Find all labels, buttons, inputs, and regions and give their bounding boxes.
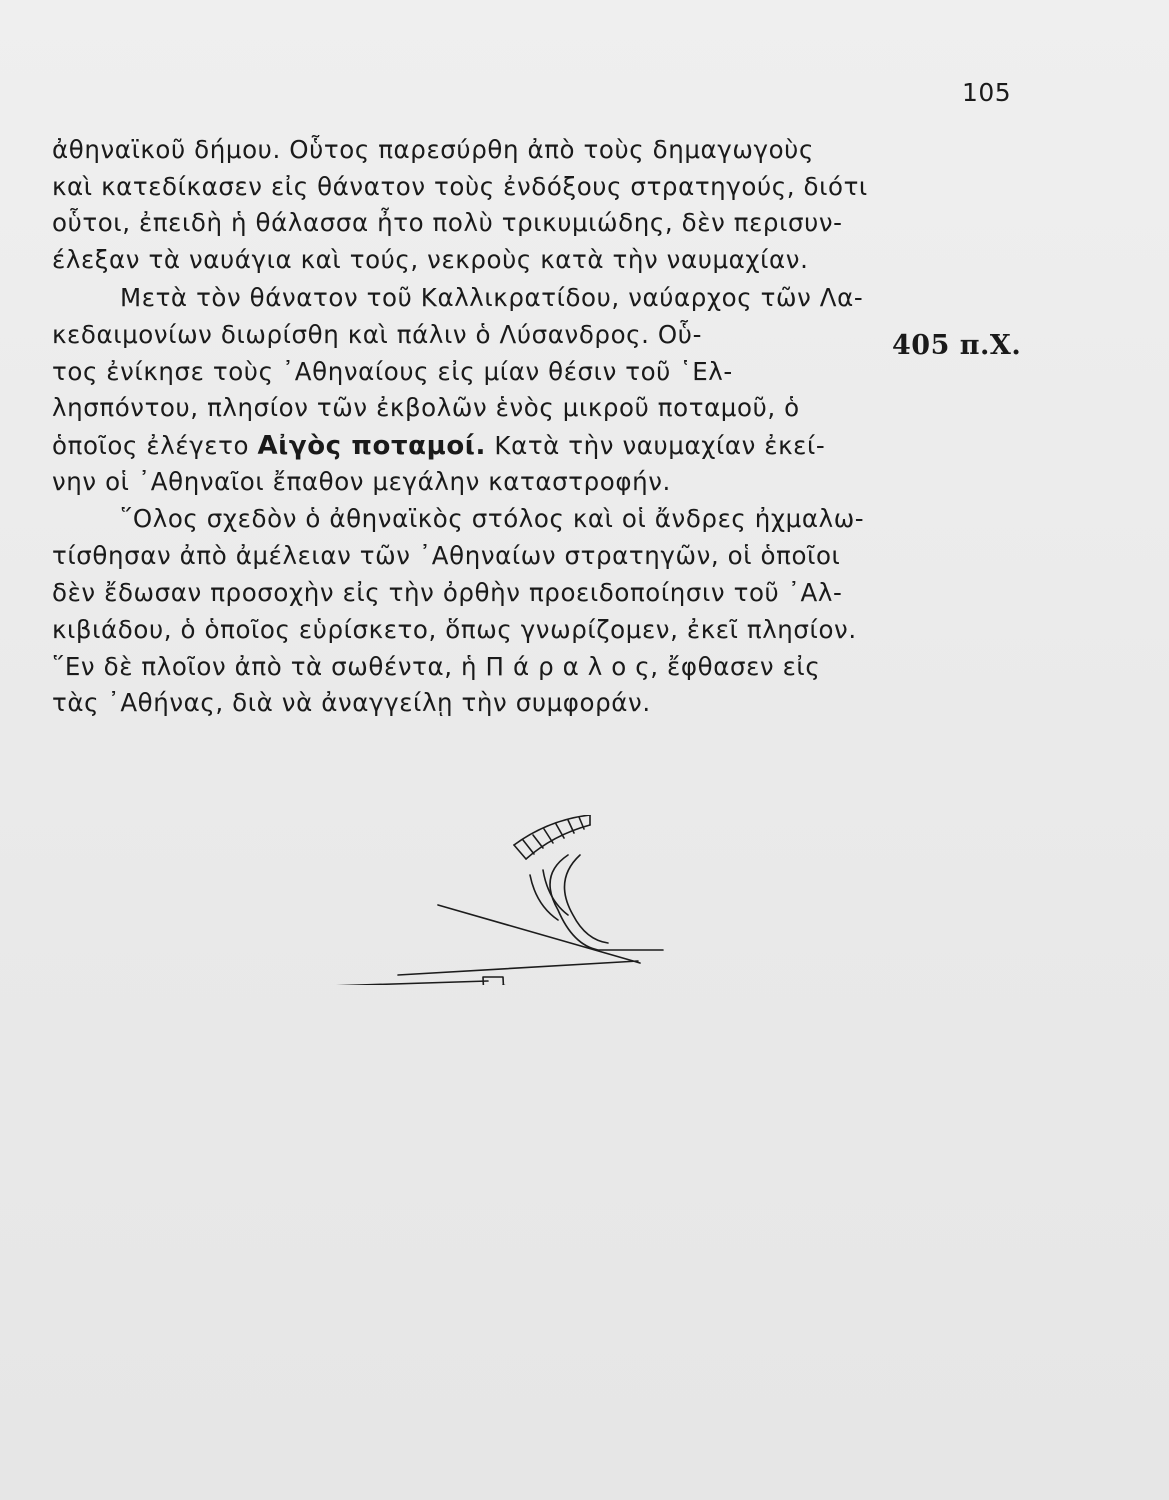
page-number: 105 — [962, 78, 1012, 107]
trireme-prow-illustration — [268, 815, 728, 985]
text-line: νην οἱ ᾿Αθηναῖοι ἔπαθον μεγάλην καταστροφήν. — [52, 467, 671, 496]
text-line: ῞Ολος σχεδὸν ὁ ἀθηναϊκὸς στόλος καὶ οἱ ἄνδρες ἠχμαλω- — [120, 504, 865, 533]
text-line: κεδαιμονίων διωρίσθη καὶ πάλιν ὁ Λύσανδρος. Οὗ- — [52, 320, 703, 349]
ship-drawing — [268, 815, 728, 985]
margin-date-note: 405 π.Χ. — [892, 330, 1022, 361]
text-line: Μετὰ τὸν θάνατον τοῦ Καλλικρατίδου, ναύαρχος τῶν Λα- — [120, 283, 864, 312]
text-line — [52, 433, 825, 459]
text-line: καὶ κατεδίκασεν εἰς θάνατον τοὺς ἐνδόξους στρατηγούς, διότι — [52, 172, 868, 201]
text-line: οὗτοι, ἐπειδὴ ἡ θάλασσα ἦτο πολὺ τρικυμιώδης, δὲν περισυν- — [52, 208, 843, 237]
text-segment: ἔφθασεν εἰς — [667, 652, 821, 681]
text-segment: Κατὰ τὴν ναυμαχίαν ἐκεί- — [494, 431, 826, 460]
text-line: δὲν ἔδωσαν προσοχὴν εἰς τὴν ὀρθὴν προειδοποίησιν τοῦ ᾿Αλ- — [52, 578, 843, 607]
text-line: έλεξαν τὰ ναυάγια καὶ τούς, νεκροὺς κατὰ τὴν ναυμαχίαν. — [52, 245, 809, 274]
text-line — [52, 652, 821, 681]
ship-name-spaced: Π ά ρ α λ ο ς, — [485, 652, 659, 681]
text-segment: ῞Εν δὲ πλοῖον ἀπὸ τὰ σωθέντα, ἡ — [52, 652, 478, 681]
text-segment: ὁποῖος ἐλέγετο — [52, 431, 250, 460]
place-name-bold: Αἰγὸς ποταμοί. — [257, 431, 487, 461]
text-line: τίσθησαν ἀπὸ ἀμέλειαν τῶν ᾿Αθηναίων στρατηγῶν, οἱ ὁποῖοι — [52, 541, 841, 570]
text-line: λησπόντου, πλησίον τῶν ἐκβολῶν ἑνὸς μικροῦ ποταμοῦ, ὁ — [52, 393, 800, 422]
text-line: κιβιάδου, ὁ ὁποῖος εὑρίσκετο, ὅπως γνωρίζομεν, ἐκεῖ πλησίον. — [52, 615, 857, 644]
text-line: τος ἐνίκησε τοὺς ᾿Αθηναίους εἰς μίαν θέσιν τοῦ ῾Ελ- — [52, 357, 733, 386]
text-line: τὰς ᾿Αθήνας, διὰ νὰ ἀναγγείλῃ τὴν συμφοράν. — [52, 688, 651, 717]
text-line: ἀθηναϊκοῦ δήμου. Οὗτος παρεσύρθη ἀπὸ τοὺς δημαγωγοὺς — [52, 135, 814, 164]
